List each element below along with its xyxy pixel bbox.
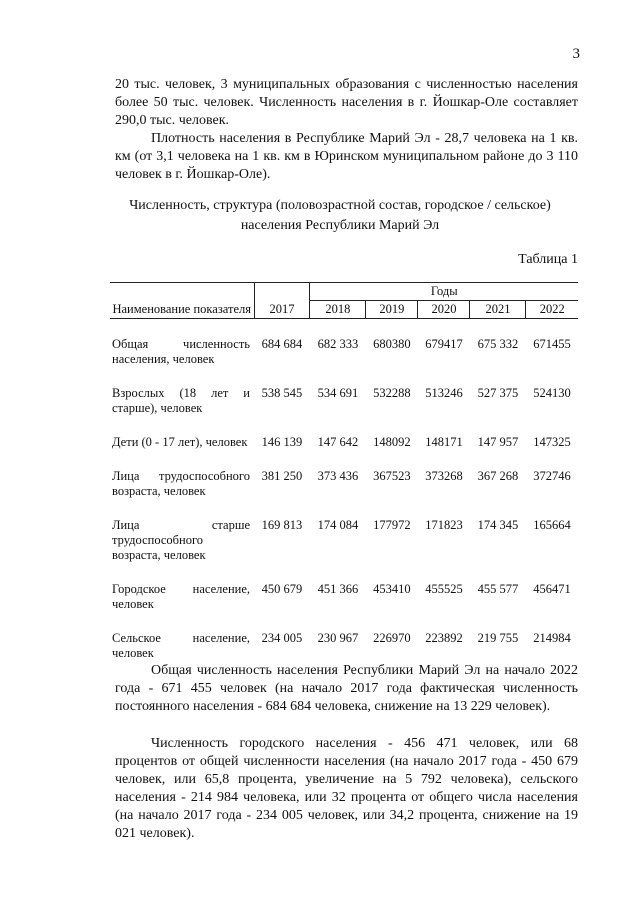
cell-2017: 169 813	[261, 518, 303, 532]
cell-2022: 671455	[533, 337, 571, 351]
cell-2018: 534 691	[317, 386, 359, 400]
cell-2019: 532288	[373, 386, 411, 400]
intro-paragraph-1: 20 тыс. человек, 3 муниципальных образования с численностью населения более 50 тыс. человек. Численность населения в г. Йошкар-Оле составляет 290,0 тыс. человек.	[115, 77, 578, 128]
cell-2020: 171823	[425, 518, 463, 532]
cell-2019: 148092	[373, 435, 411, 449]
cell-2022: 372746	[533, 469, 571, 483]
cell-2020: 679417	[425, 337, 463, 351]
cell-2020: 148171	[425, 435, 463, 449]
table-row	[110, 582, 578, 631]
cell-2017: 381 250	[261, 469, 303, 483]
cell-2018: 174 084	[317, 518, 359, 532]
cell-2020: 455525	[425, 582, 463, 596]
cell-2022: 524130	[533, 386, 571, 400]
cell-2018: 451 366	[317, 582, 359, 596]
table-title: Численность, структура (половозрастной состав, городское / сельское) населения Республики Марий Эл	[129, 198, 551, 233]
row-label: Общая численность населения, человек	[112, 337, 250, 366]
table-label: Таблица 1	[518, 252, 578, 267]
cell-2021: 367 268	[477, 469, 519, 483]
cell-2022: 456471	[533, 582, 571, 596]
year-header-2018: 2018	[310, 301, 366, 319]
cell-2021: 219 755	[477, 631, 519, 645]
cell-2019: 680380	[373, 337, 411, 351]
row-label: Сельское население, человек	[112, 631, 250, 660]
closing-paragraph-1: Общая численность населения Республики Марий Эл на начало 2022 года - 671 455 человек (на начало 2017 года фактическая численность постоянного населения - 684 684 человека, снижение на 13 229 человек).	[115, 663, 578, 714]
row-label: Лица трудоспособного возраста, человек	[112, 469, 250, 498]
cell-2020: 373268	[425, 469, 463, 483]
cell-2022: 214984	[533, 631, 571, 645]
year-header-2017: 2017	[254, 283, 310, 319]
cell-2017: 684 684	[261, 337, 303, 351]
cell-2021: 174 345	[477, 518, 519, 532]
years-header: Годы	[310, 283, 578, 301]
table-row	[110, 518, 578, 582]
closing-paragraph-2: Численность городского населения - 456 471 человек, или 68 процентов от общей численности населения (на начало 2017 года - 450 679 человек, или 65,8 процента, увеличение на 5 792 человека), сельского населения - 214 984 человека, или 32 процента от общего числа населения (на начало 2017 года - 234 005 человек, или 34,2 процента, снижение на 19 021 человек).	[115, 736, 578, 841]
table-row	[110, 386, 578, 435]
cell-2019: 367523	[373, 469, 411, 483]
cell-2020: 223892	[425, 631, 463, 645]
cell-2018: 147 642	[317, 435, 359, 449]
cell-2020: 513246	[425, 386, 463, 400]
cell-2017: 234 005	[261, 631, 303, 645]
cell-2017: 146 139	[261, 435, 303, 449]
row-label: Лица старше трудоспособного возраста, человек	[112, 518, 250, 562]
cell-2017: 538 545	[261, 386, 303, 400]
table-row	[110, 337, 578, 386]
cell-2021: 675 332	[477, 337, 519, 351]
row-label: Городское население, человек	[112, 582, 250, 611]
cell-2022: 147325	[533, 435, 571, 449]
table-row	[110, 469, 578, 518]
cell-2018: 373 436	[317, 469, 359, 483]
name-column-header: Наименование показателя	[110, 283, 254, 319]
cell-2019: 177972	[373, 518, 411, 532]
intro-paragraph-2: Плотность населения в Республике Марий Эл - 28,7 человека на 1 кв. км (от 3,1 человека на 1 кв. км в Юринском муниципальном районе до 3 110 человек в г. Йошкар-Оле).	[115, 131, 578, 182]
page-number: 3	[572, 46, 580, 62]
table-row	[110, 435, 578, 469]
year-header-2019: 2019	[366, 301, 418, 319]
cell-2021: 455 577	[477, 582, 519, 596]
cell-2018: 682 333	[317, 337, 359, 351]
row-label: Взрослых (18 лет и старше), человек	[112, 386, 250, 415]
year-header-2021: 2021	[470, 301, 526, 319]
year-header-2022: 2022	[526, 301, 578, 319]
row-label: Дети (0 - 17 лет), человек	[112, 435, 248, 449]
cell-2021: 527 375	[477, 386, 519, 400]
cell-2018: 230 967	[317, 631, 359, 645]
cell-2019: 453410	[373, 582, 411, 596]
cell-2017: 450 679	[261, 582, 303, 596]
cell-2022: 165664	[533, 518, 571, 532]
cell-2021: 147 957	[477, 435, 519, 449]
cell-2019: 226970	[373, 631, 411, 645]
year-header-2020: 2020	[418, 301, 470, 319]
population-table	[110, 282, 578, 680]
